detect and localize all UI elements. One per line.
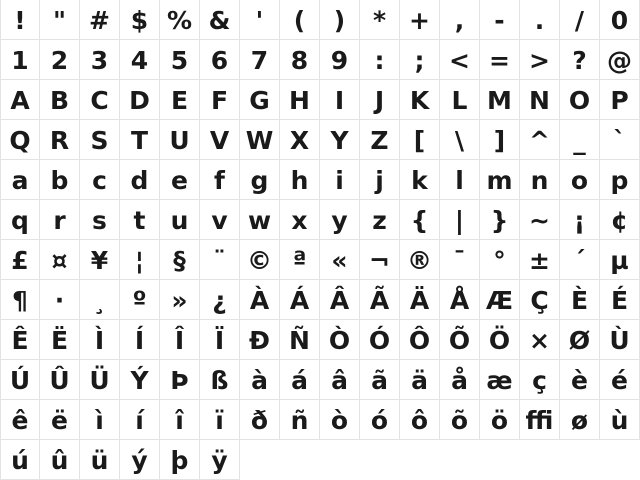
glyph-cell[interactable]: ç	[520, 360, 560, 400]
glyph-cell[interactable]: ¡	[560, 200, 600, 240]
glyph-cell[interactable]: e	[160, 160, 200, 200]
glyph-cell[interactable]: ~	[520, 200, 560, 240]
glyph-cell[interactable]: É	[600, 280, 640, 320]
glyph-cell[interactable]: ð	[240, 400, 280, 440]
glyph-cell[interactable]: ô	[400, 400, 440, 440]
glyph-cell[interactable]: 9	[320, 40, 360, 80]
empty-cell	[520, 440, 560, 480]
glyph-cell[interactable]: î	[160, 400, 200, 440]
glyph-cell[interactable]: m	[480, 160, 520, 200]
glyph-cell[interactable]: |	[440, 200, 480, 240]
empty-cell	[360, 440, 400, 480]
glyph-cell[interactable]: Û	[40, 360, 80, 400]
glyph-cell[interactable]: ï	[200, 400, 240, 440]
glyph-cell[interactable]: X	[280, 120, 320, 160]
glyph-cell[interactable]: /	[560, 0, 600, 40]
glyph-cell[interactable]: g	[240, 160, 280, 200]
glyph-cell[interactable]: ]	[480, 120, 520, 160]
glyph-cell[interactable]: b	[40, 160, 80, 200]
glyph-cell[interactable]: J	[360, 80, 400, 120]
glyph-cell[interactable]: :	[360, 40, 400, 80]
glyph-cell[interactable]: 4	[120, 40, 160, 80]
glyph-cell[interactable]: ¨	[200, 240, 240, 280]
empty-cell	[320, 440, 360, 480]
glyph-cell[interactable]: È	[560, 280, 600, 320]
glyph-cell[interactable]: Ç	[520, 280, 560, 320]
glyph-cell[interactable]: G	[240, 80, 280, 120]
glyph-cell[interactable]: [	[400, 120, 440, 160]
glyph-cell[interactable]: ú	[0, 440, 40, 480]
glyph-cell[interactable]: U	[160, 120, 200, 160]
glyph-cell[interactable]: Á	[280, 280, 320, 320]
glyph-cell[interactable]: õ	[440, 400, 480, 440]
glyph-cell[interactable]: Ñ	[280, 320, 320, 360]
glyph-cell[interactable]: ã	[360, 360, 400, 400]
glyph-cell[interactable]: Ä	[400, 280, 440, 320]
glyph-cell[interactable]: B	[40, 80, 80, 120]
glyph-cell[interactable]: %	[160, 0, 200, 40]
glyph-cell[interactable]: E	[160, 80, 200, 120]
glyph-cell[interactable]: ÿ	[200, 440, 240, 480]
glyph-cell[interactable]: Æ	[480, 280, 520, 320]
glyph-cell[interactable]: '	[240, 0, 280, 40]
glyph-cell[interactable]: u	[160, 200, 200, 240]
glyph-cell[interactable]: Ó	[360, 320, 400, 360]
glyph-cell[interactable]: )	[320, 0, 360, 40]
glyph-cell[interactable]: Ì	[80, 320, 120, 360]
glyph-cell[interactable]: l	[440, 160, 480, 200]
glyph-cell[interactable]: L	[440, 80, 480, 120]
glyph-cell[interactable]: ¶	[0, 280, 40, 320]
glyph-cell[interactable]: w	[240, 200, 280, 240]
glyph-cell[interactable]: }	[480, 200, 520, 240]
glyph-cell[interactable]: =	[480, 40, 520, 80]
glyph-cell[interactable]: W	[240, 120, 280, 160]
glyph-cell[interactable]: æ	[480, 360, 520, 400]
glyph-cell[interactable]: a	[0, 160, 40, 200]
empty-cell	[480, 440, 520, 480]
glyph-cell[interactable]: ó	[360, 400, 400, 440]
glyph-cell[interactable]: I	[320, 80, 360, 120]
glyph-cell[interactable]: ¿	[200, 280, 240, 320]
glyph-cell[interactable]: Õ	[440, 320, 480, 360]
glyph-cell[interactable]: ^	[520, 120, 560, 160]
glyph-cell[interactable]: À	[240, 280, 280, 320]
glyph-cell[interactable]: ?	[560, 40, 600, 80]
glyph-cell[interactable]: {	[400, 200, 440, 240]
glyph-cell[interactable]: Ø	[560, 320, 600, 360]
glyph-cell[interactable]: ´	[560, 240, 600, 280]
glyph-cell[interactable]: 5	[160, 40, 200, 80]
glyph-cell[interactable]: D	[120, 80, 160, 120]
glyph-cell[interactable]: Ü	[80, 360, 120, 400]
glyph-cell[interactable]: ,	[440, 0, 480, 40]
glyph-cell[interactable]: £	[0, 240, 40, 280]
glyph-cell[interactable]: h	[280, 160, 320, 200]
glyph-cell[interactable]: Ã	[360, 280, 400, 320]
glyph-cell[interactable]: c	[80, 160, 120, 200]
empty-cell	[600, 440, 640, 480]
glyph-cell[interactable]: o	[560, 160, 600, 200]
glyph-cell[interactable]: Y	[320, 120, 360, 160]
glyph-cell[interactable]: º	[120, 280, 160, 320]
glyph-cell[interactable]: _	[560, 120, 600, 160]
glyph-cell[interactable]: ×	[520, 320, 560, 360]
glyph-cell[interactable]: Ê	[0, 320, 40, 360]
glyph-cell[interactable]: K	[400, 80, 440, 120]
glyph-cell[interactable]: ¬	[360, 240, 400, 280]
glyph-cell[interactable]: ¢	[600, 200, 640, 240]
glyph-cell[interactable]: `	[600, 120, 640, 160]
glyph-cell[interactable]: 3	[80, 40, 120, 80]
glyph-cell[interactable]: µ	[600, 240, 640, 280]
glyph-cell[interactable]: 7	[240, 40, 280, 80]
glyph-cell[interactable]: Z	[360, 120, 400, 160]
glyph-cell[interactable]: .	[520, 0, 560, 40]
glyph-cell[interactable]: ±	[520, 240, 560, 280]
glyph-cell[interactable]: 8	[280, 40, 320, 80]
glyph-cell[interactable]: Î	[160, 320, 200, 360]
glyph-cell[interactable]: j	[360, 160, 400, 200]
glyph-cell[interactable]: k	[400, 160, 440, 200]
glyph-cell[interactable]: ;	[400, 40, 440, 80]
empty-cell	[440, 440, 480, 480]
glyph-cell[interactable]: §	[160, 240, 200, 280]
empty-cell	[280, 440, 320, 480]
glyph-cell[interactable]: ö	[480, 400, 520, 440]
glyph-cell[interactable]: ê	[0, 400, 40, 440]
glyph-cell[interactable]: 6	[200, 40, 240, 80]
glyph-cell[interactable]: A	[0, 80, 40, 120]
glyph-cell[interactable]: Ï	[200, 320, 240, 360]
glyph-cell[interactable]: ë	[40, 400, 80, 440]
glyph-cell[interactable]: á	[280, 360, 320, 400]
glyph-cell[interactable]: Q	[0, 120, 40, 160]
glyph-cell[interactable]: i	[320, 160, 360, 200]
glyph-cell[interactable]: N	[520, 80, 560, 120]
glyph-cell[interactable]: ©	[240, 240, 280, 280]
glyph-cell[interactable]: Ô	[400, 320, 440, 360]
glyph-cell[interactable]: T	[120, 120, 160, 160]
empty-cell	[240, 440, 280, 480]
glyph-cell[interactable]: >	[520, 40, 560, 80]
glyph-cell[interactable]: @	[600, 40, 640, 80]
glyph-cell[interactable]: v	[200, 200, 240, 240]
glyph-cell[interactable]: ¤	[40, 240, 80, 280]
glyph-cell[interactable]: p	[600, 160, 640, 200]
glyph-cell[interactable]: 2	[40, 40, 80, 80]
glyph-cell[interactable]: (	[280, 0, 320, 40]
glyph-cell[interactable]: °	[480, 240, 520, 280]
glyph-cell[interactable]: «	[320, 240, 360, 280]
glyph-cell[interactable]: 0	[600, 0, 640, 40]
glyph-cell[interactable]: 1	[0, 40, 40, 80]
glyph-cell[interactable]: å	[440, 360, 480, 400]
glyph-cell[interactable]: Þ	[160, 360, 200, 400]
glyph-cell[interactable]: Ú	[0, 360, 40, 400]
glyph-cell[interactable]: Ù	[600, 320, 640, 360]
glyph-cell[interactable]: ü	[80, 440, 120, 480]
glyph-cell[interactable]: r	[40, 200, 80, 240]
glyph-cell[interactable]: x	[280, 200, 320, 240]
glyph-cell[interactable]: ù	[600, 400, 640, 440]
glyph-cell[interactable]: R	[40, 120, 80, 160]
glyph-cell[interactable]: t	[120, 200, 160, 240]
glyph-cell[interactable]: ø	[560, 400, 600, 440]
glyph-cell[interactable]: ª	[280, 240, 320, 280]
glyph-cell[interactable]: û	[40, 440, 80, 480]
glyph-cell[interactable]: í	[120, 400, 160, 440]
glyph-cell[interactable]: Ð	[240, 320, 280, 360]
glyph-cell[interactable]: M	[480, 80, 520, 120]
glyph-cell[interactable]: ¯	[440, 240, 480, 280]
empty-cell	[400, 440, 440, 480]
glyph-cell[interactable]: n	[520, 160, 560, 200]
glyph-cell[interactable]: þ	[160, 440, 200, 480]
glyph-cell[interactable]: à	[240, 360, 280, 400]
glyph-cell[interactable]: \	[440, 120, 480, 160]
glyph-cell[interactable]: â	[320, 360, 360, 400]
glyph-cell[interactable]: ß	[200, 360, 240, 400]
glyph-cell[interactable]: Ý	[120, 360, 160, 400]
glyph-cell[interactable]: Ö	[480, 320, 520, 360]
glyph-cell[interactable]: s	[80, 200, 120, 240]
glyph-cell[interactable]: ¥	[80, 240, 120, 280]
glyph-cell[interactable]: ¸	[80, 280, 120, 320]
glyph-cell[interactable]: ¦	[120, 240, 160, 280]
glyph-cell[interactable]: »	[160, 280, 200, 320]
glyph-cell[interactable]: V	[200, 120, 240, 160]
glyph-cell[interactable]: ®	[400, 240, 440, 280]
glyph-cell[interactable]: ì	[80, 400, 120, 440]
glyph-cell[interactable]: H	[280, 80, 320, 120]
glyph-cell[interactable]: Â	[320, 280, 360, 320]
glyph-cell[interactable]: P	[600, 80, 640, 120]
glyph-cell[interactable]: ý	[120, 440, 160, 480]
empty-cell	[560, 440, 600, 480]
glyph-cell[interactable]: ä	[400, 360, 440, 400]
glyph-cell[interactable]: é	[600, 360, 640, 400]
glyph-cell[interactable]: Ë	[40, 320, 80, 360]
glyph-cell[interactable]: *	[360, 0, 400, 40]
glyph-cell[interactable]: Å	[440, 280, 480, 320]
glyph-cell[interactable]: ·	[40, 280, 80, 320]
glyph-cell[interactable]: d	[120, 160, 160, 200]
glyph-cell[interactable]: ò	[320, 400, 360, 440]
glyph-cell[interactable]: ñ	[280, 400, 320, 440]
glyph-cell[interactable]: !	[0, 0, 40, 40]
glyph-cell[interactable]: y	[320, 200, 360, 240]
glyph-cell[interactable]: &	[200, 0, 240, 40]
glyph-cell[interactable]: $	[120, 0, 160, 40]
glyph-cell[interactable]: "	[40, 0, 80, 40]
glyph-cell[interactable]: z	[360, 200, 400, 240]
glyph-cell[interactable]: +	[400, 0, 440, 40]
glyph-cell[interactable]: Ò	[320, 320, 360, 360]
glyph-cell[interactable]: Í	[120, 320, 160, 360]
glyph-cell[interactable]: O	[560, 80, 600, 120]
glyph-cell[interactable]: è	[560, 360, 600, 400]
glyph-cell[interactable]: S	[80, 120, 120, 160]
glyph-cell[interactable]: -	[480, 0, 520, 40]
glyph-cell[interactable]: q	[0, 200, 40, 240]
glyph-cell[interactable]: #	[80, 0, 120, 40]
glyph-cell[interactable]: f	[200, 160, 240, 200]
glyph-cell[interactable]: ﬃ	[520, 400, 560, 440]
glyph-cell[interactable]: C	[80, 80, 120, 120]
glyph-cell[interactable]: F	[200, 80, 240, 120]
glyph-cell[interactable]: <	[440, 40, 480, 80]
